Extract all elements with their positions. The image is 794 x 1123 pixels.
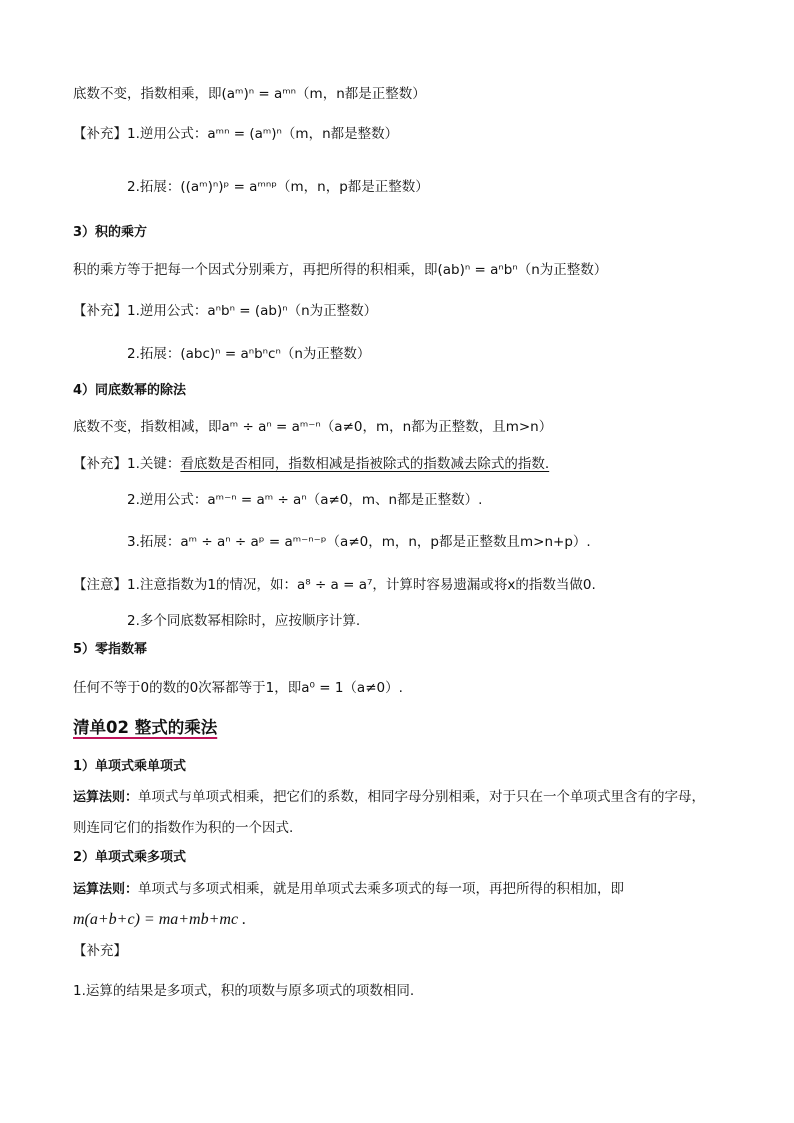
- text-line: 2.拓展：((aᵐ)ⁿ)ᵖ = aᵐⁿᵖ（m，n，p都是正整数）: [127, 179, 429, 195]
- label: 【补充】1.关键：: [73, 456, 181, 472]
- text-line: 【补充】: [73, 943, 127, 959]
- rule-text: 单项式与多项式相乘，就是用单项式去乘多项式的每一项，再把所得的积相加，即: [138, 881, 625, 897]
- text-line: 1.运算的结果是多项式，积的项数与原多项式的项数相同.: [73, 983, 415, 999]
- text-line: 则连同它们的指数作为积的一个因式.: [73, 820, 294, 836]
- rule-label: 运算法则：: [73, 790, 139, 805]
- text-line: 任何不等于0的数的0次幂都等于1，即a⁰ = 1（a≠0）.: [73, 680, 403, 696]
- text-line: 2.拓展：(abc)ⁿ = aⁿbⁿcⁿ（n为正整数）: [127, 346, 371, 362]
- section-heading: 2）单项式乘多项式: [73, 850, 187, 865]
- formula: m(a+b+c) = ma+mb+mc .: [73, 911, 247, 928]
- text-line: 2.逆用公式：aᵐ⁻ⁿ = aᵐ ÷ aⁿ（a≠0，m、n都是正整数）.: [127, 492, 483, 508]
- text-line: 3.拓展：aᵐ ÷ aⁿ ÷ aᵖ = aᵐ⁻ⁿ⁻ᵖ（a≠0，m，n，p都是正整数且m>n+p）.: [127, 534, 591, 550]
- section-heading: 5）零指数幂: [73, 642, 148, 657]
- text-line: 【补充】1.逆用公式：aᵐⁿ = (aᵐ)ⁿ（m，n都是整数）: [73, 126, 399, 142]
- text-line: 底数不变，指数相减，即aᵐ ÷ aⁿ = aᵐ⁻ⁿ（a≠0，m，n都为正整数，且m>n）: [73, 419, 553, 435]
- section-heading: 3）积的乘方: [73, 225, 148, 240]
- text-line: 积的乘方等于把每一个因式分别乘方，再把所得的积相乘，即(ab)ⁿ = aⁿbⁿ（n为正整数）: [73, 262, 608, 278]
- section-heading: 4）同底数幂的除法: [73, 383, 187, 398]
- text-line: 【补充】1.逆用公式：aⁿbⁿ = (ab)ⁿ（n为正整数）: [73, 303, 378, 319]
- text-line: 【注意】1.注意指数为1的情况，如：a⁸ ÷ a = a⁷，计算时容易遗漏或将x的指数当做0.: [73, 577, 596, 593]
- text-line: 2.多个同底数幂相除时，应按顺序计算.: [127, 613, 361, 629]
- rule-text: 单项式与单项式相乘，把它们的系数，相同字母分别相乘，对于只在一个单项式里含有的字母，: [138, 789, 706, 805]
- text-line: 底数不变，指数相乘，即(aᵐ)ⁿ = aᵐⁿ（m，n都是正整数）: [73, 86, 426, 102]
- text-line: [73, 879, 624, 900]
- section-heading: 1）单项式乘单项式: [73, 759, 187, 774]
- key-point: 看底数是否相同，指数相减是指被除式的指数减去除式的指数.: [180, 456, 550, 472]
- text-line: [73, 454, 549, 474]
- list-heading: 清单02 整式的乘法: [73, 718, 218, 737]
- rule-label: 运算法则：: [73, 882, 139, 897]
- text-line: [73, 787, 705, 808]
